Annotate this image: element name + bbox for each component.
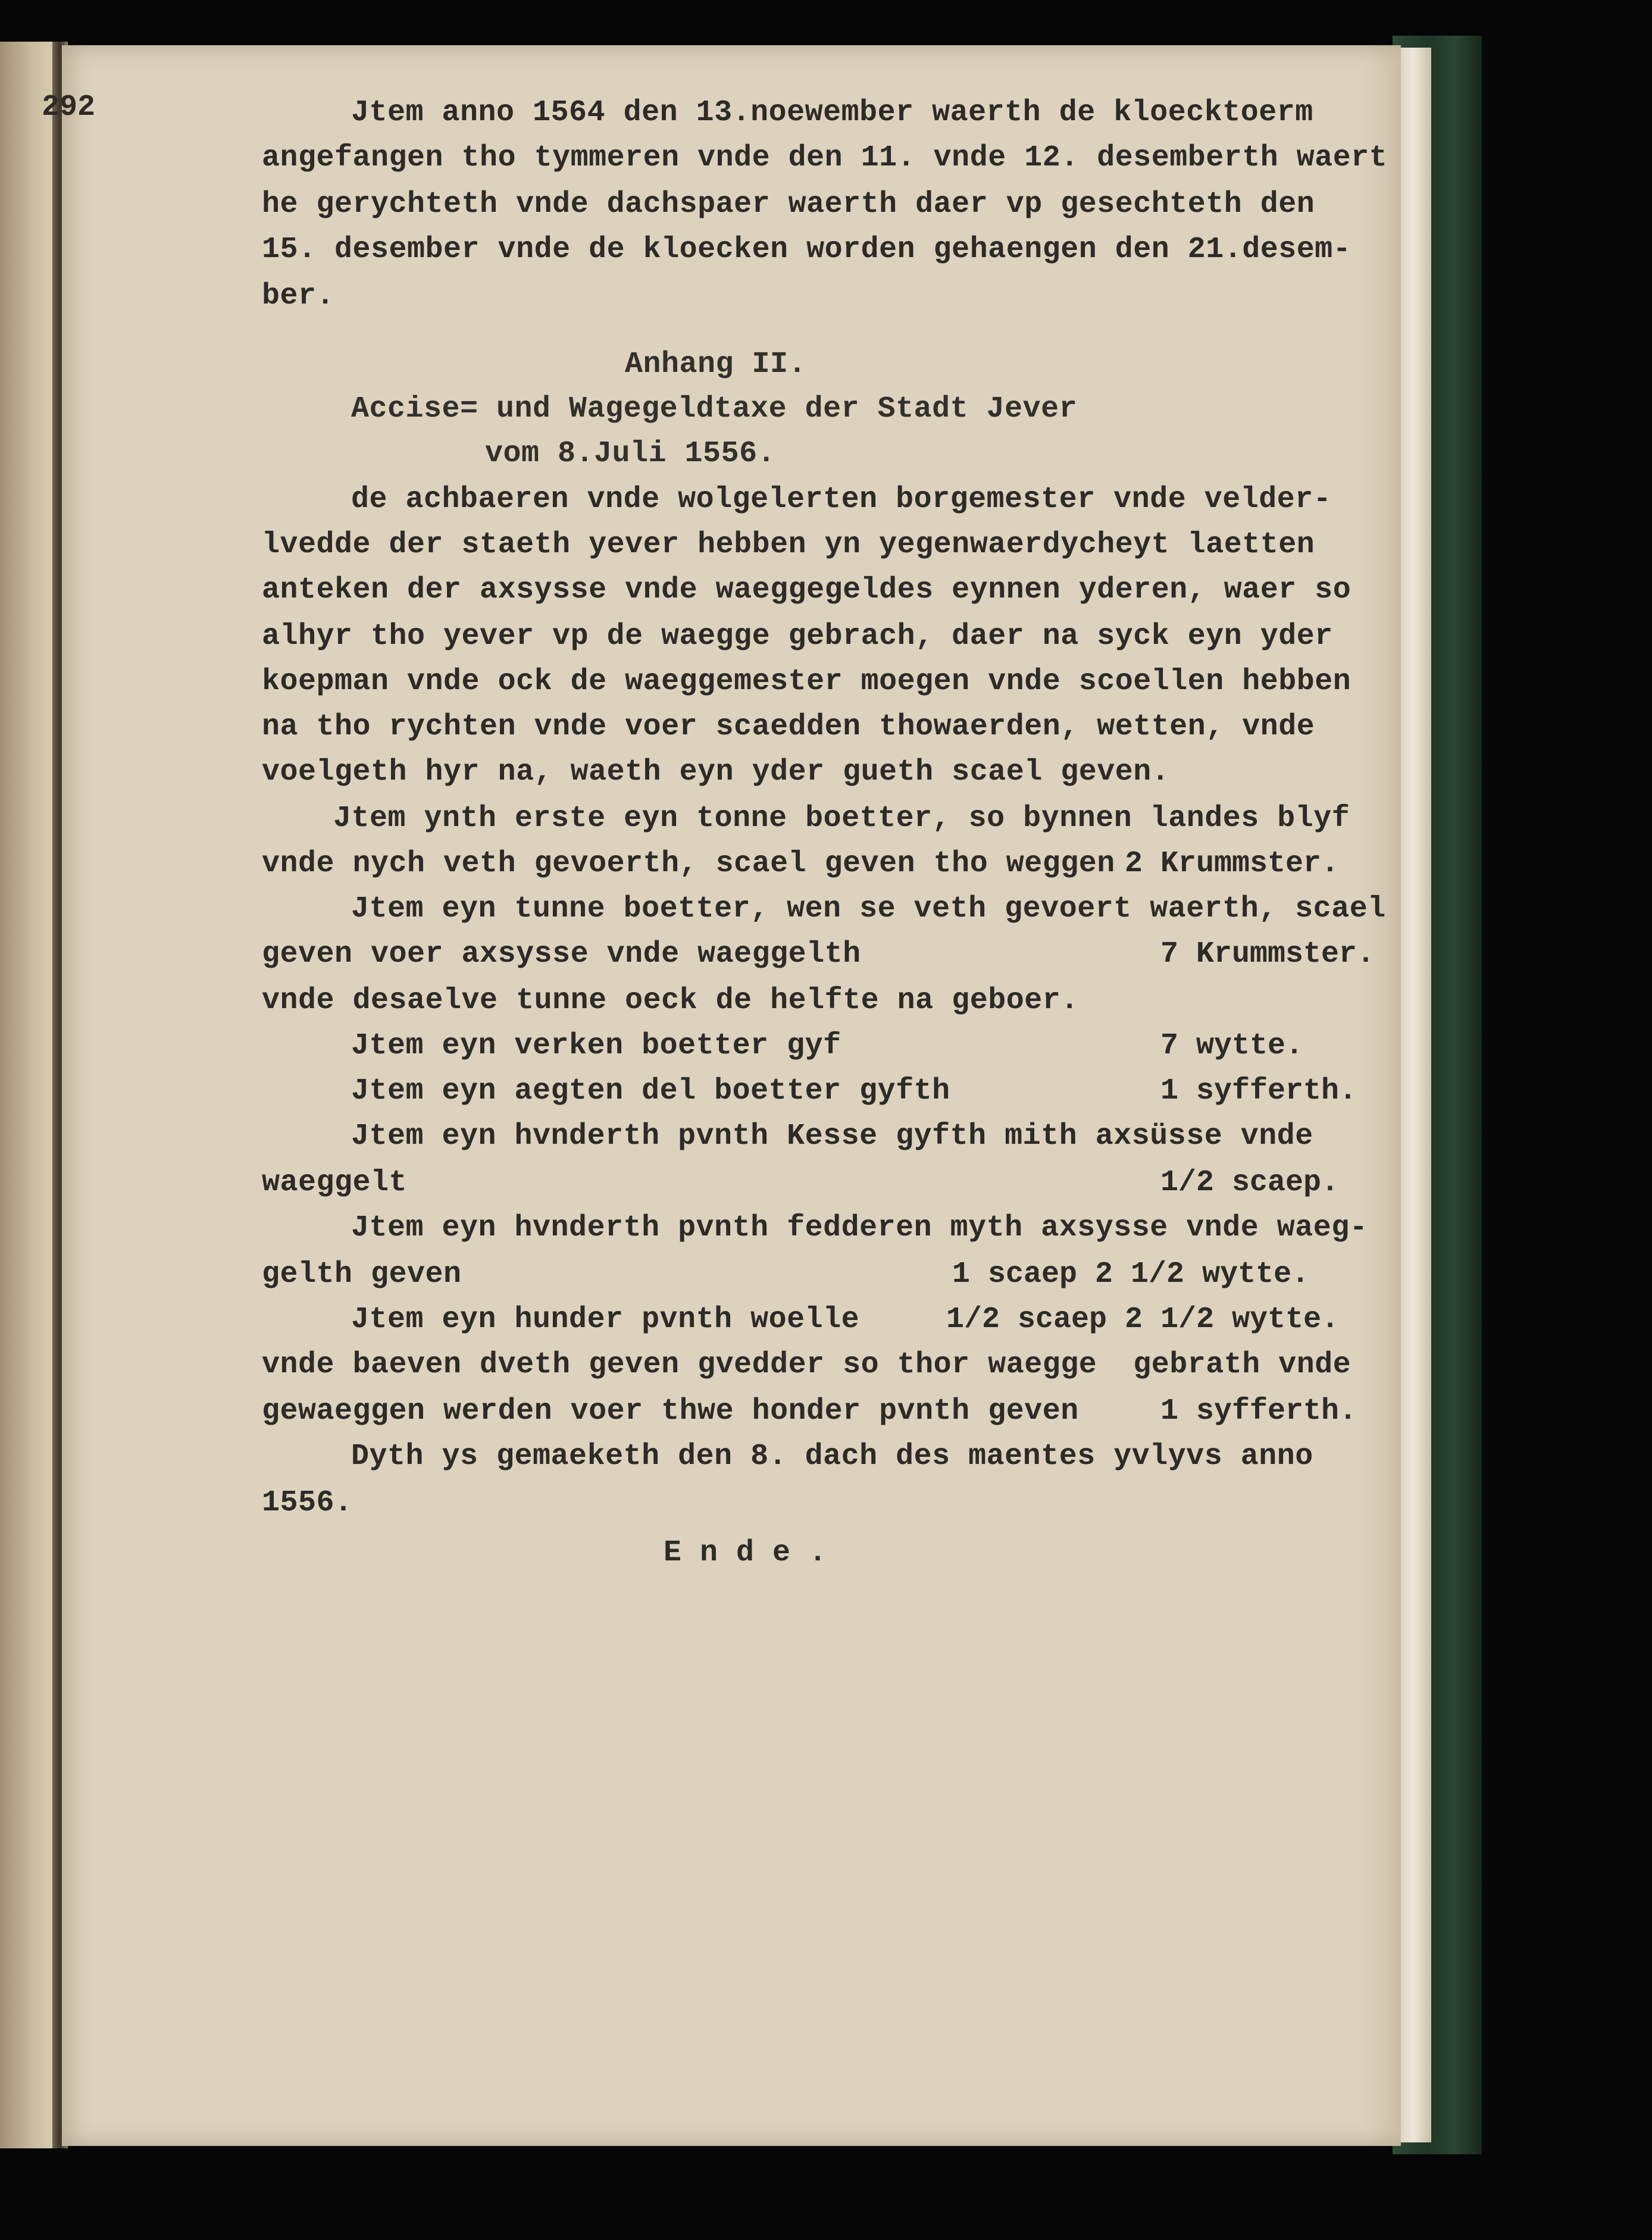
item-line: gelth geven <box>262 1257 462 1291</box>
preamble-line: voelgeth hyr na, waeth eyn yder gueth scael geven. <box>262 755 1170 789</box>
closing-line: Dyth ys gemaeketh den 8. dach des maentes yvlyvs anno <box>351 1440 1313 1473</box>
item-line: vnde baeven dveth geven gvedder so thor waegge gebrath vnde <box>262 1348 1351 1382</box>
item-amount: 7 wytte. <box>1160 1029 1304 1063</box>
preamble-line: lvedde der staeth yever hebben yn yegenwaerdycheyt laetten <box>262 528 1315 562</box>
end-marker: E n d e . <box>664 1536 827 1570</box>
item-line: Jtem eyn hunder pvnth woelle <box>351 1303 860 1337</box>
preamble-line: alhyr tho yever vp de waegge gebrach, daer na syck eyn yder <box>262 620 1333 653</box>
item-amount: 7 Krummster. <box>1160 937 1375 971</box>
appendix-date: vom 8.Juli 1556. <box>485 437 776 471</box>
intro-line: Jtem anno 1564 den 13.noewember waerth de kloecktoerm <box>351 96 1313 130</box>
appendix-title: Anhang II. <box>625 348 807 381</box>
preamble-line: de achbaeren vnde wolgelerten borgemester vnde velder- <box>351 483 1332 517</box>
item-line: Jtem eyn verken boetter gyf <box>351 1029 841 1063</box>
item-line: Jtem eyn hvnderth pvnth fedderen myth axsysse vnde waeg- <box>351 1211 1368 1245</box>
left-page-edge <box>0 42 55 2148</box>
item-line: vnde desaelve tunne oeck de helfte na geboer. <box>262 984 1079 1018</box>
closing-line: 1556. <box>262 1486 353 1520</box>
item-amount: 2 Krummster. <box>1125 847 1340 881</box>
item-line: Jtem eyn hvnderth pvnth Kesse gyfth mith axsüsse vnde <box>351 1119 1313 1153</box>
page-stack-edge <box>1396 48 1431 2142</box>
item-amount: 1 scaep 2 1/2 wytte. <box>952 1257 1310 1291</box>
item-line: Jtem eyn tunne boetter, wen se veth gevoert waerth, scael <box>351 892 1386 926</box>
item-amount: 1 syfferth. <box>1160 1394 1357 1428</box>
item-line: Jtem ynth erste eyn tonne boetter, so bynnen landes blyf <box>333 802 1350 836</box>
preamble-line: na tho rychten vnde voer scaedden thowaerden, wetten, vnde <box>262 710 1315 744</box>
item-line: gewaeggen werden voer thwe honder pvnth geven <box>262 1394 1079 1428</box>
item-line: waeggelt <box>262 1166 408 1200</box>
intro-line: angefangen tho tymmeren vnde den 11. vnde 12. desemberth waert <box>262 141 1388 175</box>
item-amount: 1 syfferth. <box>1160 1074 1357 1108</box>
page-number: 292 <box>42 90 96 124</box>
preamble-line: koepman vnde ock de waeggemester moegen vnde scoellen hebben <box>262 665 1351 699</box>
intro-line: he gerychteth vnde dachspaer waerth daer vp gesechteth den <box>262 187 1315 221</box>
item-amount: 1/2 scaep. <box>1160 1166 1340 1200</box>
intro-line: ber. <box>262 279 335 313</box>
item-line: vnde nych veth gevoerth, scael geven tho weggen <box>262 847 1115 881</box>
item-amount: 1/2 scaep 2 1/2 wytte. <box>946 1303 1340 1337</box>
item-line: geven voer axsysse vnde waeggelth <box>262 937 861 971</box>
item-line: Jtem eyn aegten del boetter gyfth <box>351 1074 950 1108</box>
preamble-line: anteken der axsysse vnde waeggegeldes eynnen yderen, waer so <box>262 573 1351 607</box>
appendix-subtitle: Accise= und Wagegeldtaxe der Stadt Jever <box>351 392 1078 426</box>
intro-line: 15. desember vnde de kloecken worden gehaengen den 21.desem- <box>262 233 1351 267</box>
